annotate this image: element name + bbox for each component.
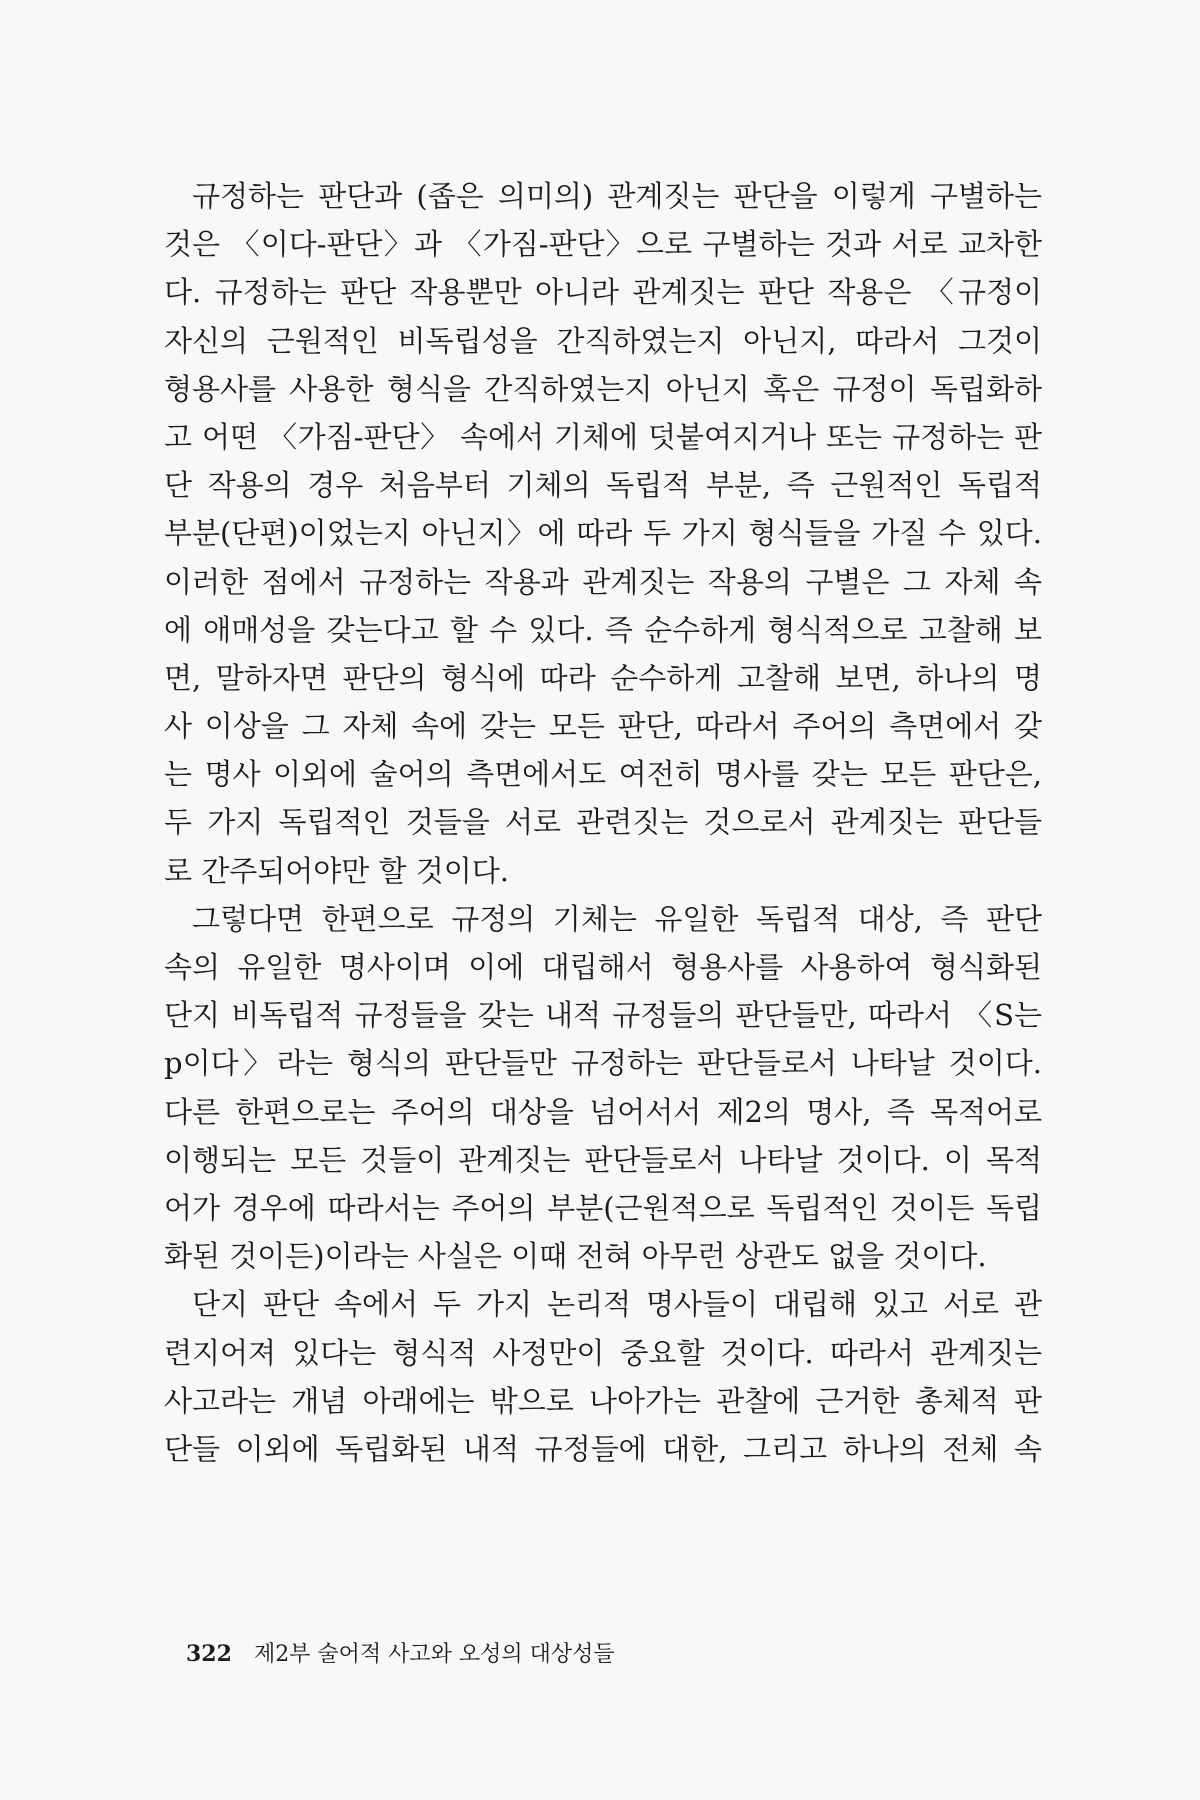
text-line: 는 명사 이외에 술어의 측면에서도 여전히 명사를 갖는 모든 판단은, xyxy=(164,757,1042,792)
text-line: 그렇다면 한편으로 규정의 기체는 유일한 독립적 대상, 즉 판단 xyxy=(192,901,1042,936)
text-line: 고 어떤 〈가짐-판단〉 속에서 기체에 덧붙여지거나 또는 규정하는 판 xyxy=(164,419,1042,454)
text-line: 단지 판단 속에서 두 가지 논리적 명사들이 대립해 있고 서로 관 xyxy=(192,1287,1042,1322)
paragraph-1 xyxy=(164,172,1042,895)
text-line: 로 간주되어야만 할 것이다. xyxy=(164,853,510,888)
text-line: 사고라는 개념 아래에는 밖으로 나아가는 관찰에 근거한 총체적 판 xyxy=(164,1383,1042,1418)
text-line: 속의 유일한 명사이며 이에 대립해서 형용사를 사용하여 형식화된 xyxy=(164,950,1042,984)
text-line: 두 가지 독립적인 것들을 서로 관련짓는 것으로서 관계짓는 판단들 xyxy=(164,805,1042,840)
text-line: 규정하는 판단과 (좁은 의미의) 관계짓는 판단을 이렇게 구별하는 xyxy=(192,179,1042,213)
text-line: 단들 이외에 독립화된 내적 규정들에 대한, 그리고 하나의 전체 속 xyxy=(164,1431,1042,1466)
text-line: 이러한 점에서 규정하는 작용과 관계짓는 작용의 구별은 그 자체 속 xyxy=(164,564,1042,599)
text-line: 부분(단편)이었는지 아닌지〉에 따라 두 가지 형식들을 가질 수 있다. xyxy=(164,516,1042,551)
paragraph-3 xyxy=(164,1280,1042,1473)
text-line: 자신의 근원적인 비독립성을 간직하였는지 아닌지, 따라서 그것이 xyxy=(164,323,1042,358)
text-line: 형용사를 사용한 형식을 간직하였는지 아닌지 혹은 규정이 독립화하 xyxy=(164,371,1042,406)
text-line: 단지 비독립적 규정들을 갖는 내적 규정들의 판단들만, 따라서 〈S는 xyxy=(164,998,1042,1033)
text-line: 어가 경우에 따라서는 주어의 부분(근원적으로 독립적인 것이든 독립 xyxy=(164,1190,1042,1225)
text-line: 것은 〈이다-판단〉과 〈가짐-판단〉으로 구별하는 것과 서로 교차한 xyxy=(164,227,1042,262)
text-line: 이행되는 모든 것들이 관계짓는 판단들로서 나타날 것이다. 이 목적 xyxy=(164,1142,1042,1177)
page-footer xyxy=(186,1637,615,1668)
paragraph-2 xyxy=(164,895,1042,1281)
text-line: 다. 규정하는 판단 작용뿐만 아니라 관계짓는 판단 작용은 〈규정이 xyxy=(164,275,1042,310)
text-line: 사 이상을 그 자체 속에 갖는 모든 판단, 따라서 주어의 측면에서 갖 xyxy=(164,709,1042,744)
text-line: 다른 한편으로는 주어의 대상을 넘어서서 제2의 명사, 즉 목적어로 xyxy=(164,1094,1042,1129)
text-line: 단 작용의 경우 처음부터 기체의 독립적 부분, 즉 근원적인 독립적 xyxy=(164,468,1042,503)
text-line: p이다〉라는 형식의 판단들만 규정하는 판단들로서 나타날 것이다. xyxy=(164,1046,1042,1081)
text-line: 면, 말하자면 판단의 형식에 따라 순수하게 고찰해 보면, 하나의 명 xyxy=(164,660,1042,695)
text-line: 에 애매성을 갖는다고 할 수 있다. 즉 순수하게 형식적으로 고찰해 보 xyxy=(164,612,1042,647)
page-number: 322 xyxy=(186,1641,232,1667)
text-line: 련지어져 있다는 형식적 사정만이 중요할 것이다. 따라서 관계짓는 xyxy=(164,1335,1042,1370)
body-text xyxy=(164,172,1042,1473)
text-line: 화된 것이든)이라는 사실은 이때 전혀 아무런 상관도 없을 것이다. xyxy=(164,1239,987,1274)
running-title: 제2부 술어적 사고와 오성의 대상성들 xyxy=(253,1642,615,1667)
